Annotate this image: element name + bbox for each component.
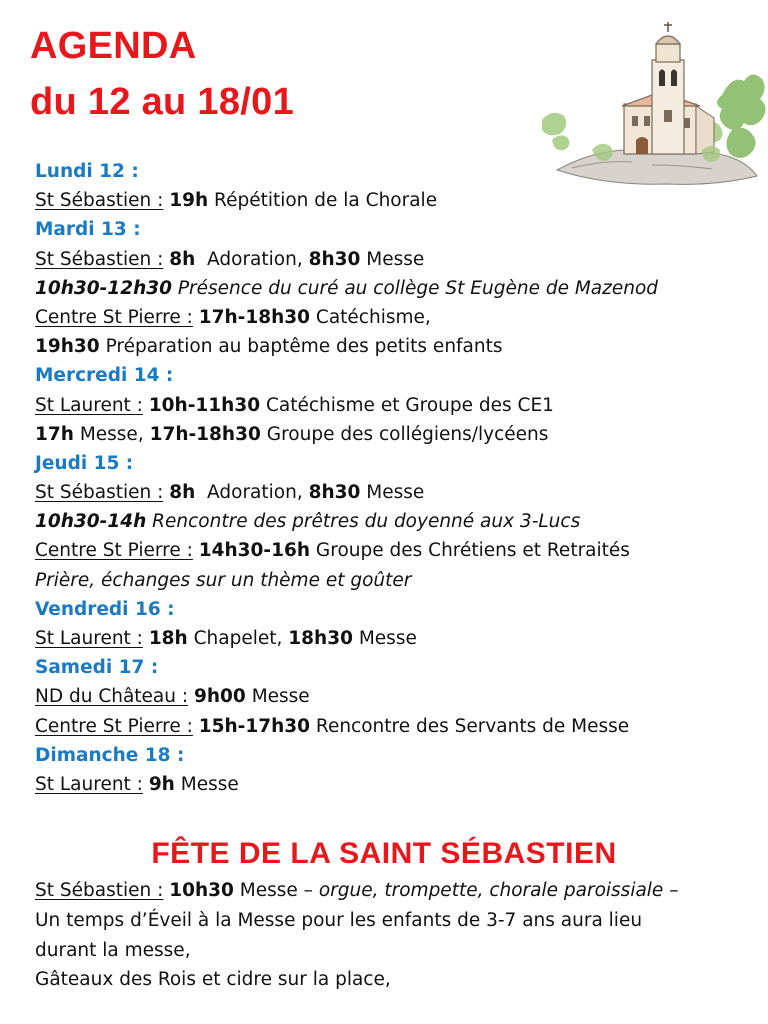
- time: 10h30: [169, 880, 234, 901]
- fete-title: FÊTE DE LA SAINT SÉBASTIEN: [151, 837, 617, 870]
- agenda-entry: [35, 303, 760, 332]
- event-text: Catéchisme,: [315, 306, 431, 328]
- time: 19h30: [35, 336, 100, 358]
- time: 8h30: [308, 482, 361, 504]
- time: 17h-18h30: [198, 306, 311, 328]
- place-label: St Sébastien :: [35, 880, 164, 901]
- agenda-entry: [35, 478, 760, 507]
- time: 17h-18h30: [149, 423, 261, 445]
- agenda-list: [35, 157, 760, 799]
- agenda-entry: [35, 536, 760, 565]
- event-text: Adoration,: [207, 482, 303, 504]
- event-text: Prière, échanges sur un thème et goûter: [35, 569, 412, 591]
- event-text: Groupe des collégiens/lycéens: [266, 423, 549, 445]
- place-label: St Laurent :: [35, 628, 143, 649]
- time: 8h30: [308, 248, 361, 270]
- time: 8h: [169, 482, 196, 504]
- place-label: St Sébastien :: [35, 482, 164, 504]
- agenda-entry: [35, 391, 760, 420]
- agenda-entry: [35, 507, 760, 536]
- time: 10h-11h30: [148, 394, 261, 416]
- event-text: Messe,: [79, 423, 144, 445]
- day-heading-monday: Lundi 12 :: [35, 161, 139, 182]
- event-text: Rencontre des Servants de Messe: [315, 715, 630, 737]
- place-label: Centre St Pierre :: [35, 715, 193, 737]
- agenda-entry: [35, 245, 760, 274]
- time: 19h: [169, 190, 209, 212]
- time: 14h30-16h: [198, 540, 311, 562]
- event-text: Messe –: [239, 880, 313, 901]
- event-text: Messe: [358, 628, 417, 649]
- event-text: Messe: [366, 248, 425, 270]
- agenda-entry: [35, 186, 760, 215]
- place-label: St Sébastien :: [35, 248, 164, 270]
- time: 9h00: [194, 686, 246, 708]
- event-text: Messe: [251, 686, 310, 708]
- event-text: Répétition de la Chorale: [214, 190, 438, 212]
- event-text: Messe: [366, 482, 425, 504]
- fete-line: durant la messe,: [35, 939, 191, 961]
- event-text: Catéchisme et Groupe des CE1: [265, 394, 554, 416]
- title-line-2: du 12 au 18/01: [30, 81, 295, 123]
- agenda-entry: [35, 332, 760, 361]
- agenda-entry: [35, 712, 760, 741]
- place-label: ND du Château :: [35, 686, 189, 708]
- time: 10h30-12h30: [35, 277, 172, 299]
- day-heading-saturday: Samedi 17 :: [35, 657, 159, 679]
- event-text: Chapelet,: [193, 628, 283, 649]
- time: 18h: [148, 628, 188, 649]
- event-text: –: [669, 880, 679, 901]
- place-label: St Laurent :: [35, 394, 143, 416]
- day-heading-friday: Vendredi 16 :: [35, 598, 175, 620]
- page-title: [30, 18, 294, 130]
- fete-line: [35, 876, 755, 906]
- time: 10h30-14h: [35, 511, 147, 533]
- agenda-entry: [35, 624, 760, 653]
- event-text: Préparation au baptême des petits enfants: [105, 336, 503, 358]
- day-heading-sunday: Dimanche 18 :: [35, 744, 185, 766]
- fete-line: Un temps d’Éveil à la Messe pour les enfants de 3-7 ans aura lieu: [35, 909, 643, 931]
- fete-description: [35, 876, 755, 995]
- place-label: Centre St Pierre :: [35, 306, 193, 328]
- time: 9h: [148, 773, 175, 795]
- fete-line: Gâteaux des Rois et cidre sur la place,: [35, 969, 391, 991]
- day-heading-tuesday: Mardi 13 :: [35, 219, 141, 241]
- agenda-entry: [35, 566, 760, 595]
- agenda-entry: [35, 770, 760, 799]
- title-line-1: AGENDA: [30, 25, 197, 67]
- time: 17h: [35, 423, 74, 445]
- event-text-italic: orgue, trompette, chorale paroissiale: [318, 880, 664, 901]
- event-text: Présence du curé au collège St Eugène de Mazenod: [177, 277, 659, 299]
- event-text: Adoration,: [207, 248, 303, 270]
- event-text: Messe: [180, 773, 239, 795]
- agenda-entry: [35, 682, 760, 711]
- place-label: St Sébastien :: [35, 190, 164, 212]
- day-heading-thursday: Jeudi 15 :: [35, 452, 134, 474]
- time: 15h-17h30: [198, 715, 311, 737]
- place-label: St Laurent :: [35, 773, 143, 795]
- event-text: Groupe des Chrétiens et Retraités: [315, 540, 630, 562]
- agenda-entry: [35, 274, 760, 303]
- day-heading-wednesday: Mercredi 14 :: [35, 365, 174, 387]
- time: 18h30: [288, 628, 353, 649]
- agenda-entry: [35, 420, 760, 449]
- place-label: Centre St Pierre :: [35, 540, 193, 562]
- time: 8h: [169, 248, 196, 270]
- event-text: Rencontre des prêtres du doyenné aux 3-Lucs: [152, 511, 581, 533]
